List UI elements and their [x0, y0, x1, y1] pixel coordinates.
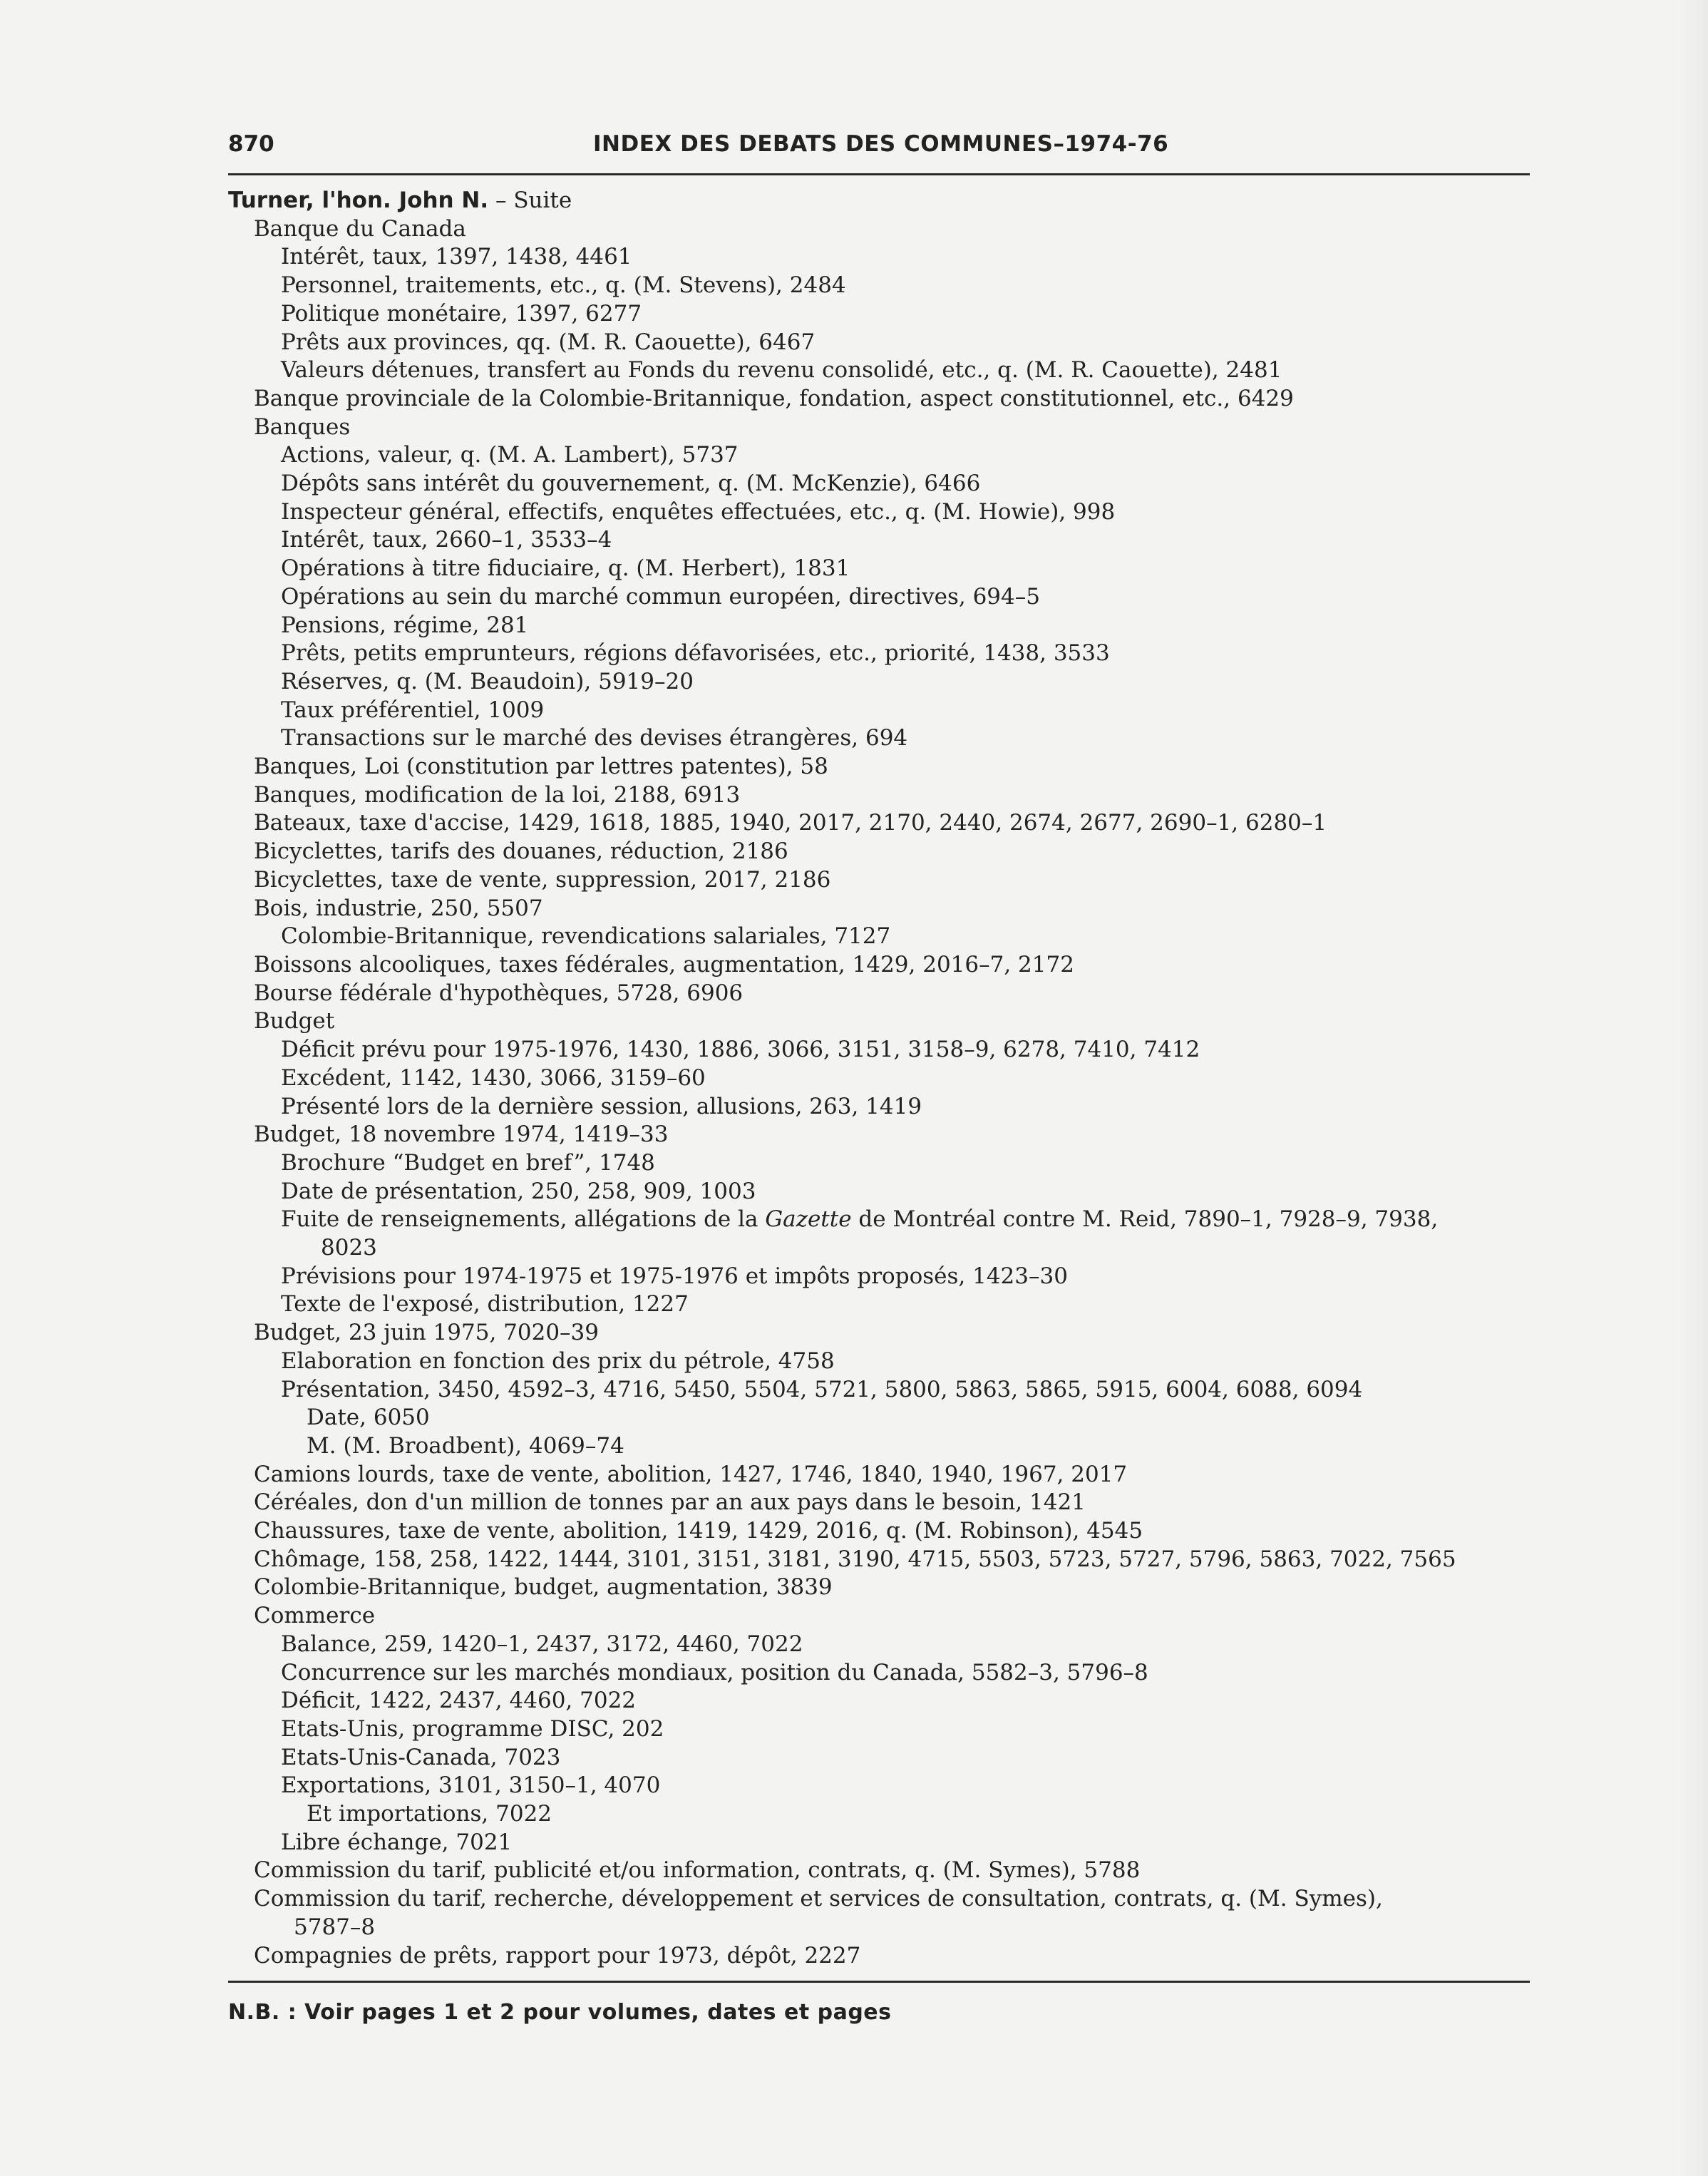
index-entry: Exportations, 3101, 3150–1, 4070: [281, 1772, 661, 1799]
index-entry: Bourse fédérale d'hypothèques, 5728, 6906: [254, 980, 744, 1006]
index-entry: [228, 1206, 1533, 1234]
index-entry: Commission du tarif, recherche, développement et services de consultation, contrats, q. (M. Symes),: [254, 1886, 1383, 1912]
index-entry: Prêts aux provinces, qq. (M. R. Caouette), 6467: [281, 329, 816, 355]
index-entry: Banque provinciale de la Colombie-Britannique, fondation, aspect constitutionnel, etc., 6429: [254, 385, 1294, 411]
index-entry: Opérations à titre fiduciaire, q. (M. Herbert), 1831: [281, 555, 850, 582]
entry-text-italic: Gazette: [765, 1206, 852, 1233]
index-entry: Compagnies de prêts, rapport pour 1973, dépôt, 2227: [254, 1942, 861, 1969]
index-entry: Banque du Canada: [254, 215, 466, 242]
entry-text: Fuite de renseignements, allégations de la: [281, 1206, 766, 1233]
running-title: INDEX DES DEBATS DES COMMUNES–1974-76: [593, 131, 1169, 157]
index-entry: Dépôts sans intérêt du gouvernement, q. (M. McKenzie), 6466: [281, 471, 981, 497]
index-entry: Actions, valeur, q. (M. A. Lambert), 5737: [281, 442, 739, 468]
index-entry: Prêts, petits emprunteurs, régions défavorisées, etc., priorité, 1438, 3533: [281, 640, 1110, 667]
heading-name: Turner, l'hon. John N.: [228, 188, 489, 213]
index-entry: Banques, Loi (constitution par lettres patentes), 58: [254, 754, 828, 780]
index-entry: Concurrence sur les marchés mondiaux, position du Canada, 5582–3, 5796–8: [281, 1659, 1148, 1685]
index-entry: Excédent, 1142, 1430, 3066, 3159–60: [281, 1064, 706, 1091]
index-entry: Etats-Unis-Canada, 7023: [281, 1744, 561, 1770]
footer-note: N.B. : Voir pages 1 et 2 pour volumes, dates et pages: [228, 2000, 892, 2025]
index-entry: Balance, 259, 1420–1, 2437, 3172, 4460, 7022: [281, 1631, 803, 1657]
index-entry: Prévisions pour 1974-1975 et 1975-1976 et impôts proposés, 1423–30: [281, 1263, 1068, 1289]
footer-rule: [228, 1981, 1530, 1983]
index-entry: Texte de l'exposé, distribution, 1227: [281, 1291, 689, 1318]
index-entry: Colombie-Britannique, revendications salariales, 7127: [281, 923, 891, 950]
index-entry: 5787–8: [294, 1914, 376, 1940]
index-entry: Pensions, régime, 281: [281, 612, 529, 638]
index-entry: Libre échange, 7021: [281, 1829, 513, 1855]
index-entry: Date de présentation, 250, 258, 909, 1003: [281, 1178, 756, 1204]
page-header: [228, 125, 1530, 161]
page-number: 870: [228, 131, 274, 157]
index-entry: Personnel, traitements, etc., q. (M. Stevens), 2484: [281, 272, 846, 299]
index-entry: Intérêt, taux, 1397, 1438, 4461: [281, 244, 632, 270]
index-entry: Commerce: [254, 1603, 376, 1629]
index-entry: Budget: [254, 1008, 335, 1035]
index-entry: Chaussures, taxe de vente, abolition, 1419, 1429, 2016, q. (M. Robinson), 4545: [254, 1518, 1143, 1544]
index-entry: Déficit prévu pour 1975-1976, 1430, 1886, 3066, 3151, 3158–9, 6278, 7410, 7412: [281, 1037, 1200, 1063]
index-entry: Valeurs détenues, transfert au Fonds du revenu consolidé, etc., q. (M. R. Caouette), 2481: [281, 357, 1282, 384]
index-entry: Présentation, 3450, 4592–3, 4716, 5450, 5504, 5721, 5800, 5863, 5865, 5915, 6004, 6088, 6094: [281, 1376, 1363, 1402]
index-entry: Commission du tarif, publicité et/ou information, contrats, q. (M. Symes), 5788: [254, 1857, 1141, 1884]
index-entry: Politique monétaire, 1397, 6277: [281, 300, 642, 327]
index-entry: Bicyclettes, taxe de vente, suppression, 2017, 2186: [254, 866, 831, 893]
index-entry: Etats-Unis, programme DISC, 202: [281, 1715, 664, 1742]
index-entry: Bateaux, taxe d'accise, 1429, 1618, 1885, 1940, 2017, 2170, 2440, 2674, 2677, 2690–1, 6280–1: [254, 810, 1327, 836]
index-entry: Budget, 18 novembre 1974, 1419–33: [254, 1122, 669, 1148]
index-entry: Camions lourds, taxe de vente, abolition, 1427, 1746, 1840, 1940, 1967, 2017: [254, 1461, 1128, 1487]
index-entry: Taux préférentiel, 1009: [281, 697, 545, 723]
index-entry: Brochure “Budget en bref”, 1748: [281, 1149, 655, 1176]
index-entry: Date, 6050: [307, 1405, 430, 1431]
index-entry: Céréales, don d'un million de tonnes par an aux pays dans le besoin, 1421: [254, 1489, 1086, 1516]
entry-text: de Montréal contre M. Reid, 7890–1, 7928–9, 7938,: [851, 1206, 1439, 1233]
heading-suite: – Suite: [488, 188, 572, 213]
index-entry: Elaboration en fonction des prix du pétrole, 4758: [281, 1348, 835, 1374]
index-entries: [228, 187, 1533, 1970]
index-entry: Réserves, q. (M. Beaudoin), 5919–20: [281, 668, 694, 694]
index-entry: Banques: [254, 414, 351, 440]
index-entry: Boissons alcooliques, taxes fédérales, augmentation, 1429, 2016–7, 2172: [254, 951, 1074, 977]
index-entry: Budget, 23 juin 1975, 7020–39: [254, 1320, 599, 1346]
index-entry: Bicyclettes, tarifs des douanes, réduction, 2186: [254, 838, 788, 865]
index-entry: Opérations au sein du marché commun européen, directives, 694–5: [281, 583, 1040, 610]
page-edge-shadow: [1679, 0, 1708, 2176]
index-entry: Colombie-Britannique, budget, augmentation, 3839: [254, 1574, 833, 1601]
index-entry: Déficit, 1422, 2437, 4460, 7022: [281, 1688, 637, 1714]
index-entry: Transactions sur le marché des devises étrangères, 694: [281, 725, 908, 751]
index-heading: [228, 187, 1533, 215]
index-entry: Chômage, 158, 258, 1422, 1444, 3101, 3151, 3181, 3190, 4715, 5503, 5723, 5727, 5796, 5863, 7022, 7565: [254, 1546, 1456, 1572]
index-entry: Présenté lors de la dernière session, allusions, 263, 1419: [281, 1093, 922, 1119]
index-entry: Bois, industrie, 250, 5507: [254, 895, 543, 921]
index-entry: Banques, modification de la loi, 2188, 6913: [254, 781, 741, 808]
index-entry: Intérêt, taux, 2660–1, 3533–4: [281, 527, 612, 553]
index-entry: Inspecteur général, effectifs, enquêtes effectuées, etc., q. (M. Howie), 998: [281, 498, 1116, 525]
index-entry: 8023: [321, 1235, 377, 1261]
index-entry: M. (M. Broadbent), 4069–74: [307, 1432, 624, 1459]
index-entry: Et importations, 7022: [307, 1801, 552, 1827]
header-rule: [228, 173, 1530, 175]
